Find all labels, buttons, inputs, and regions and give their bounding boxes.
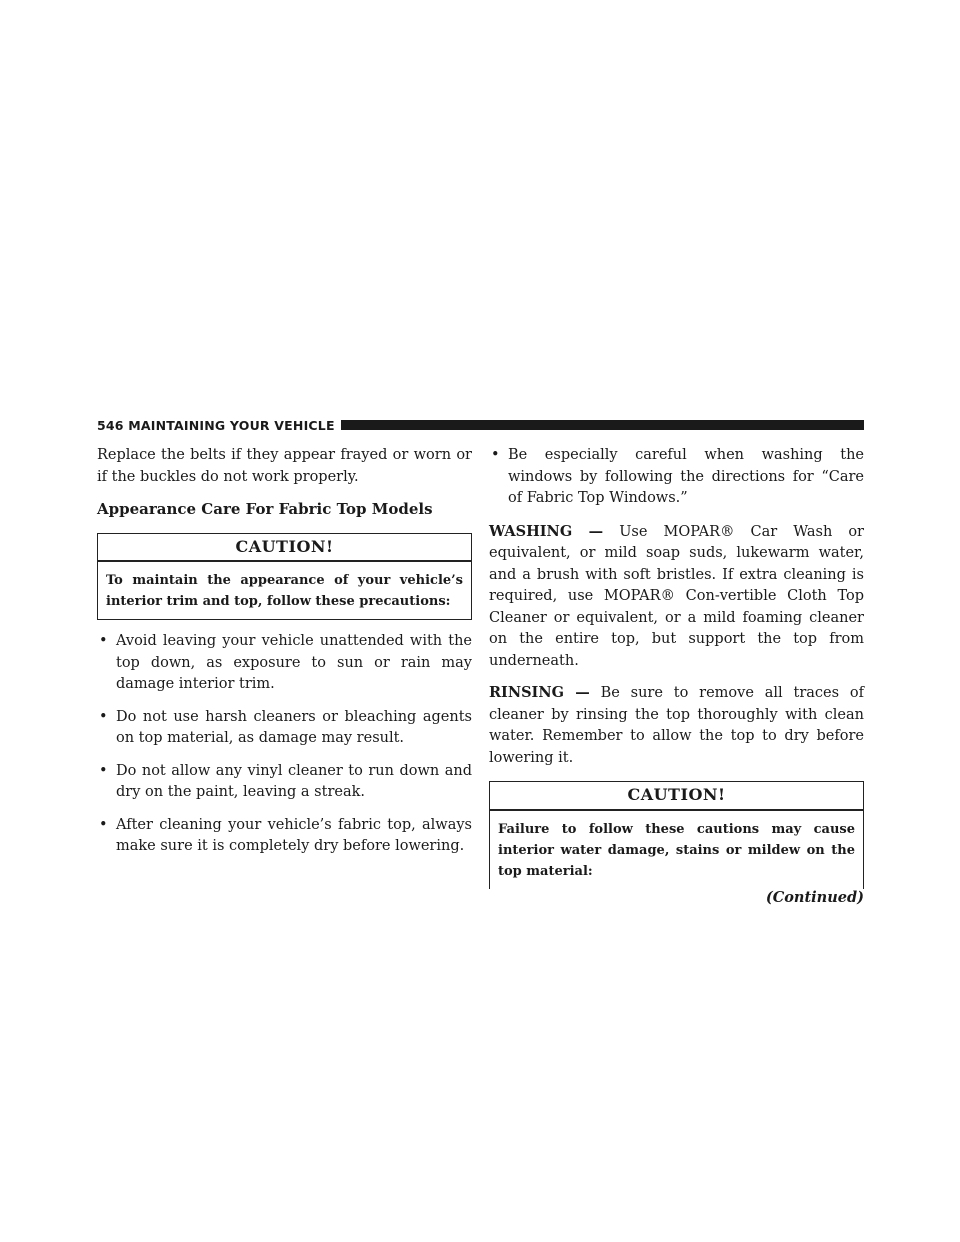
list-item: • Avoid leaving your vehicle unattended with the top down, as exposure to sun or rain may damage interior trim. (99, 633, 472, 692)
precautions-list (97, 631, 472, 858)
list-item: • After cleaning your vehicle’s fabric top, always make sure it is completely dry before lowering. (99, 816, 472, 854)
page-header (97, 418, 864, 432)
list-item: • Do not use harsh cleaners or bleaching agents on top material, as damage may result. (99, 708, 472, 746)
section-heading: Appearance Care For Fabric Top Models (97, 500, 433, 518)
caution-title: CAUTION! (98, 534, 471, 563)
caution-title: CAUTION! (490, 782, 863, 811)
bullet-icon: • (99, 708, 108, 725)
caution-box (97, 533, 472, 621)
list-item: • Be especially careful when washing the windows by following the directions for “Care of Fabric Top Windows.” (491, 447, 864, 506)
washing-label: WASHING — (489, 522, 604, 540)
rinsing-text: Be sure to remove all traces of cleaner by rinsing the top thoroughly with clean water. Remember to allow the top to dry before lowering it. (489, 685, 864, 766)
continued-note: (Continued) (765, 888, 864, 906)
list-item: • Do not allow any vinyl cleaner to run down and dry on the paint, leaving a streak. (99, 762, 472, 800)
caution-text: Failure to follow these cautions may cause interior water damage, stains or mildew on the top material: (498, 821, 855, 879)
bullet-icon: • (99, 633, 108, 649)
left-column (97, 445, 472, 869)
bullet-icon: • (491, 447, 500, 463)
bullet-icon: • (99, 816, 108, 833)
rinsing-paragraph (489, 682, 864, 769)
washing-paragraph (489, 521, 864, 673)
page-number-section-title: 546 MAINTAINING YOUR VEHICLE (97, 417, 335, 433)
header-rule (341, 420, 864, 430)
caution-box (489, 781, 864, 889)
caution-text: To maintain the appearance of your vehicle’s interior trim and top, follow these precautions: (106, 573, 463, 609)
precautions-list-continued (489, 445, 864, 510)
bullet-icon: • (99, 762, 108, 779)
intro-paragraph: Replace the belts if they appear frayed or worn or if the buckles do not work properly. (97, 447, 472, 485)
washing-text: Use MOPAR® Car Wash or equivalent, or mild soap suds, lukewarm water, and a brush with soft bristles. If extra cleaning is required, use MOPAR® Con-vertible Cloth Top Cleaner or equivalent, or a mild foaming cleaner on the entire top, but support the top from underneath. (489, 523, 864, 669)
rinsing-label: RINSING — (489, 684, 590, 701)
right-column (489, 445, 864, 906)
